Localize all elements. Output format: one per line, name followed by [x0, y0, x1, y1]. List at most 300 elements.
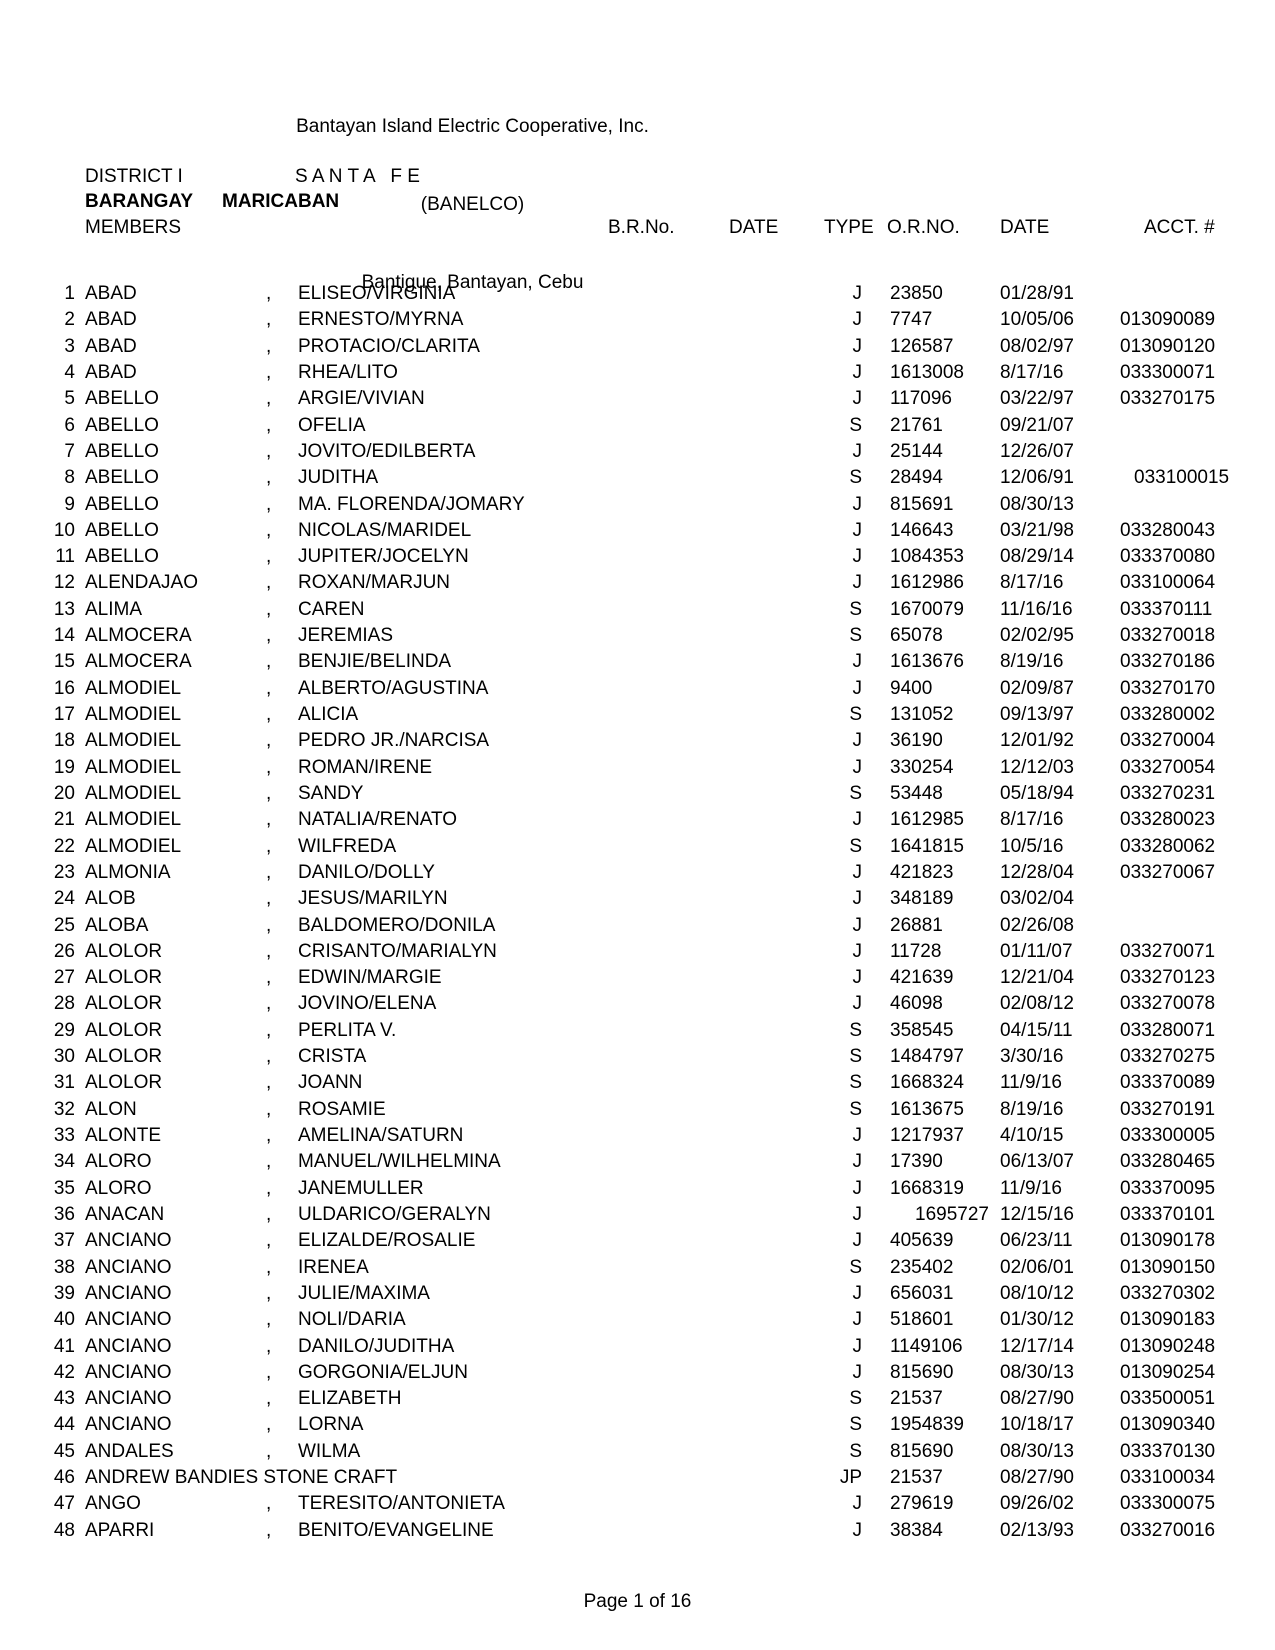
table-row: [0, 913, 1275, 939]
member-surname: ALMOCERA: [85, 625, 192, 647]
member-acct-no: 033280002: [1120, 704, 1216, 725]
member-given-names: EDWIN/MARGIE: [298, 967, 442, 989]
member-given-names: BALDOMERO/DONILA: [298, 914, 496, 936]
member-date: 06/23/11: [1000, 1230, 1073, 1252]
table-row: [0, 860, 1275, 886]
member-number: 42: [53, 1361, 75, 1383]
member-date: 08/27/90: [1000, 1467, 1074, 1489]
member-type: J: [852, 1125, 862, 1146]
member-date: 02/08/12: [1000, 993, 1074, 1015]
table-row: [0, 649, 1275, 675]
member-type: J: [852, 309, 862, 331]
member-number: 15: [53, 651, 75, 673]
table-row: [0, 1465, 1275, 1491]
member-or-no: 1084353: [890, 546, 964, 568]
member-type: J: [852, 888, 862, 910]
member-date: 12/01/92: [1000, 730, 1074, 752]
member-surname: ALMODIEL: [85, 809, 182, 831]
member-or-no: 1695727: [915, 1203, 989, 1225]
member-or-no: 1612986: [890, 572, 964, 594]
member-acct-no: 033280043: [1120, 519, 1216, 541]
member-given-names: MANUEL/WILHELMINA: [298, 1151, 501, 1173]
member-or-no: 23850: [890, 283, 943, 304]
surname-comma: ,: [266, 888, 272, 910]
member-date: 11/16/16: [1000, 598, 1073, 620]
member-type: JP: [839, 1467, 862, 1489]
surname-comma: ,: [266, 1019, 272, 1041]
member-surname: ALMODIEL: [85, 730, 182, 752]
surname-comma: ,: [266, 1203, 272, 1225]
surname-comma: ,: [266, 546, 272, 568]
member-number: 27: [53, 967, 75, 989]
surname-comma: ,: [266, 1046, 272, 1068]
table-row: [0, 413, 1275, 439]
table-row: [0, 886, 1275, 912]
surname-comma: ,: [266, 283, 272, 304]
member-surname: ALMONIA: [85, 861, 171, 883]
member-type: J: [852, 809, 862, 831]
member-given-names: ELIZABETH: [298, 1388, 402, 1410]
member-type: J: [852, 283, 862, 304]
member-surname: ANCIANO: [85, 1282, 172, 1304]
member-type: J: [852, 1177, 862, 1199]
member-type: J: [852, 1493, 862, 1515]
member-date: 02/13/93: [1000, 1519, 1074, 1541]
member-number: 41: [53, 1335, 75, 1357]
member-date: 12/28/04: [1000, 861, 1074, 883]
member-acct-no: 033270054: [1120, 756, 1216, 778]
member-surname: ALOBA: [85, 914, 149, 936]
member-given-names: DANILO/JUDITHA: [298, 1335, 455, 1357]
surname-comma: ,: [266, 1335, 272, 1357]
table-row: [0, 334, 1275, 360]
table-row: [0, 1307, 1275, 1333]
table-row: [0, 1491, 1275, 1517]
org-address: Bantigue, Bantayan, Cebu: [361, 272, 584, 293]
member-type: S: [849, 1440, 862, 1462]
table-row: [0, 991, 1275, 1017]
member-acct-no: 013090254: [1120, 1361, 1216, 1383]
member-or-no: 46098: [890, 993, 943, 1015]
member-or-no: 25144: [890, 440, 943, 462]
table-row: [0, 781, 1275, 807]
member-given-names: ROMAN/IRENE: [298, 756, 433, 778]
member-acct-no: 033270186: [1120, 651, 1216, 673]
member-type: S: [849, 467, 862, 489]
table-row: [0, 676, 1275, 702]
surname-comma: ,: [266, 625, 272, 647]
member-given-names: CRISTA: [298, 1046, 367, 1068]
surname-comma: ,: [266, 335, 272, 357]
member-date: 03/02/04: [1000, 888, 1074, 910]
table-row: [0, 544, 1275, 570]
member-type: S: [849, 1388, 862, 1410]
member-acct-no: 033370101: [1120, 1203, 1216, 1225]
member-or-no: 131052: [890, 704, 954, 725]
member-surname: ALMODIEL: [85, 782, 182, 804]
member-acct-no: 033270302: [1120, 1282, 1216, 1304]
surname-comma: ,: [266, 1072, 272, 1094]
member-type: J: [852, 730, 862, 752]
member-date: 06/13/07: [1000, 1151, 1074, 1173]
surname-comma: ,: [266, 730, 272, 752]
surname-comma: ,: [266, 1440, 272, 1462]
surname-comma: ,: [266, 414, 272, 436]
member-surname: ALONTE: [85, 1125, 162, 1146]
member-acct-no: 033270016: [1120, 1519, 1216, 1541]
member-date: 08/30/13: [1000, 493, 1074, 515]
member-type: J: [852, 440, 862, 462]
column-header-members: MEMBERS: [85, 217, 182, 238]
member-number: 40: [53, 1309, 75, 1331]
member-given-names: ELISEO/VIRGINIA: [298, 283, 456, 304]
member-date: 09/13/97: [1000, 704, 1074, 725]
table-row: [0, 1202, 1275, 1228]
member-or-no: 9400: [890, 677, 933, 699]
member-date: 01/11/07: [1000, 940, 1073, 962]
member-surname: ALENDAJAO: [85, 572, 198, 594]
member-type: S: [849, 598, 862, 620]
member-acct-no: 033370111: [1120, 598, 1213, 620]
member-or-no: 656031: [890, 1282, 954, 1304]
member-surname: ALOLOR: [85, 993, 163, 1015]
member-date: 8/17/16: [1000, 572, 1064, 594]
member-or-no: 21537: [890, 1467, 943, 1489]
surname-comma: ,: [266, 1388, 272, 1410]
member-number: 23: [53, 861, 75, 883]
member-type: S: [849, 782, 862, 804]
member-number: 38: [53, 1256, 75, 1278]
member-number: 43: [53, 1388, 75, 1410]
member-number: 1: [64, 283, 75, 304]
member-acct-no: 033270191: [1120, 1098, 1216, 1120]
member-given-names: BENJIE/BELINDA: [298, 651, 452, 673]
surname-comma: ,: [266, 993, 272, 1015]
member-number: 33: [53, 1125, 75, 1146]
member-acct-no: 033270004: [1120, 730, 1216, 752]
column-header-br-no: B.R.No.: [608, 217, 675, 238]
member-or-no: 330254: [890, 756, 954, 778]
member-surname: ALMODIEL: [85, 704, 182, 725]
table-row: [0, 1044, 1275, 1070]
member-given-names: ALICIA: [298, 704, 359, 725]
member-surname: ALMODIEL: [85, 677, 182, 699]
table-row: [0, 1097, 1275, 1123]
member-acct-no: 013090178: [1120, 1230, 1216, 1252]
member-acct-no: [1120, 413, 1275, 439]
member-type: J: [852, 1361, 862, 1383]
member-given-names: JESUS/MARILYN: [298, 888, 448, 910]
member-acct-no: 033270175: [1120, 388, 1216, 410]
member-number: 29: [53, 1019, 75, 1041]
member-number: 16: [53, 677, 75, 699]
table-row: [0, 439, 1275, 465]
member-surname: ABELLO: [85, 414, 159, 436]
table-row: [0, 360, 1275, 386]
member-number: 37: [53, 1230, 75, 1252]
member-surname: ALORO: [85, 1177, 152, 1199]
member-date: 08/29/14: [1000, 546, 1074, 568]
member-number: 32: [53, 1098, 75, 1120]
member-acct-no: 013090340: [1120, 1414, 1216, 1436]
member-date: 10/05/06: [1000, 309, 1074, 331]
members-table: [0, 281, 1275, 1544]
member-or-no: 1613676: [890, 651, 964, 673]
member-type: S: [849, 1414, 862, 1436]
table-row: [0, 755, 1275, 781]
table-row: [0, 1255, 1275, 1281]
member-surname: ANGO: [85, 1493, 141, 1515]
member-given-names: NICOLAS/MARIDEL: [298, 519, 472, 541]
member-type: S: [849, 835, 862, 857]
member-given-names: NOLI/DARIA: [298, 1309, 406, 1331]
member-given-names: AMELINA/SATURN: [298, 1125, 464, 1146]
member-type: J: [852, 993, 862, 1015]
table-row: [0, 1281, 1275, 1307]
member-given-names: RHEA/LITO: [298, 361, 398, 383]
member-surname: ABAD: [85, 335, 137, 357]
surname-comma: ,: [266, 1177, 272, 1199]
member-given-names: JUDITHA: [298, 467, 379, 489]
table-header-row: [0, 217, 1275, 243]
member-number: 34: [53, 1151, 75, 1173]
column-header-date-1: DATE: [729, 217, 779, 238]
member-type: J: [852, 519, 862, 541]
member-surname: ABELLO: [85, 519, 159, 541]
member-surname: APARRI: [85, 1519, 155, 1541]
member-surname: ABAD: [85, 283, 137, 304]
member-or-no: 1149106: [890, 1335, 963, 1357]
member-number: 31: [53, 1072, 75, 1094]
member-given-names: PROTACIO/CLARITA: [298, 335, 480, 357]
member-date: 09/26/02: [1000, 1493, 1074, 1515]
member-given-names: JOANN: [298, 1072, 363, 1094]
member-date: 10/5/16: [1000, 835, 1064, 857]
table-row: [0, 1334, 1275, 1360]
table-row: [0, 965, 1275, 991]
surname-comma: ,: [266, 940, 272, 962]
member-or-no: 21537: [890, 1388, 943, 1410]
member-or-no: 1641815: [890, 835, 964, 857]
member-or-no: 53448: [890, 782, 943, 804]
member-acct-no: 033270231: [1120, 782, 1216, 804]
member-surname: ALOLOR: [85, 1072, 163, 1094]
member-date: 08/30/13: [1000, 1440, 1074, 1462]
member-given-names: NATALIA/RENATO: [298, 809, 458, 831]
member-or-no: 1954839: [890, 1414, 964, 1436]
member-acct-no: 033270018: [1120, 625, 1216, 647]
column-header-acct: ACCT. #: [1144, 217, 1215, 238]
member-date: 4/10/15: [1000, 1125, 1064, 1146]
member-given-names: ULDARICO/GERALYN: [298, 1203, 491, 1225]
surname-comma: ,: [266, 756, 272, 778]
member-or-no: 348189: [890, 888, 954, 910]
member-acct-no: [1120, 913, 1275, 939]
table-row: [0, 281, 1275, 307]
member-number: 45: [53, 1440, 75, 1462]
member-acct-no: [1120, 281, 1275, 307]
member-date: 11/9/16: [1000, 1072, 1062, 1094]
member-given-names: ERNESTO/MYRNA: [298, 309, 464, 331]
member-given-names: WILMA: [298, 1440, 361, 1462]
member-number: 21: [53, 809, 75, 831]
member-date: 04/15/11: [1000, 1019, 1073, 1041]
member-given-names: BENITO/EVANGELINE: [298, 1519, 494, 1541]
district-value: S A N T A F E: [295, 166, 420, 187]
member-number: 3: [64, 335, 75, 357]
surname-comma: ,: [266, 1098, 272, 1120]
surname-comma: ,: [266, 1309, 272, 1331]
member-type: S: [849, 1046, 862, 1068]
surname-comma: ,: [266, 704, 272, 725]
member-surname: ABELLO: [85, 546, 159, 568]
surname-comma: ,: [266, 519, 272, 541]
member-given-names: JEREMIAS: [298, 625, 394, 647]
surname-comma: ,: [266, 467, 272, 489]
district-label: DISTRICT I: [85, 166, 183, 187]
member-or-no: 405639: [890, 1230, 954, 1252]
surname-comma: ,: [266, 1151, 272, 1173]
member-number: 47: [53, 1493, 75, 1515]
surname-comma: ,: [266, 309, 272, 331]
member-or-no: 1217937: [890, 1125, 964, 1146]
org-name: Bantayan Island Electric Cooperative, Inc.: [296, 116, 649, 137]
member-type: J: [852, 756, 862, 778]
table-row: [0, 597, 1275, 623]
member-type: J: [852, 493, 862, 515]
member-acct-no: 033280062: [1120, 835, 1216, 857]
member-acct-no: 033270078: [1120, 993, 1216, 1015]
member-or-no: 146643: [890, 519, 954, 541]
member-type: S: [849, 1019, 862, 1041]
member-date: 12/06/91: [1000, 467, 1074, 489]
member-number: 19: [53, 756, 75, 778]
surname-comma: ,: [266, 914, 272, 936]
member-type: J: [852, 1519, 862, 1541]
member-surname: ABAD: [85, 309, 137, 331]
column-header-date-2: DATE: [1000, 217, 1050, 238]
surname-comma: ,: [266, 782, 272, 804]
member-or-no: 279619: [890, 1493, 954, 1515]
member-type: J: [852, 967, 862, 989]
member-number: 17: [53, 704, 75, 725]
member-acct-no: 013090183: [1120, 1309, 1216, 1331]
surname-comma: ,: [266, 598, 272, 620]
member-date: 08/27/90: [1000, 1388, 1074, 1410]
member-acct-no: 033300071: [1120, 361, 1216, 383]
surname-comma: ,: [266, 967, 272, 989]
member-surname: ANCIANO: [85, 1335, 172, 1357]
member-surname: ALON: [85, 1098, 137, 1120]
member-type: J: [852, 388, 862, 410]
member-date: 8/19/16: [1000, 651, 1064, 673]
member-given-names: SANDY: [298, 782, 364, 804]
member-acct-no: 013090089: [1120, 309, 1216, 331]
member-surname: ABAD: [85, 361, 137, 383]
member-or-no: 815690: [890, 1361, 954, 1383]
member-surname: ALOLOR: [85, 1019, 163, 1041]
member-given-names: ROXAN/MARJUN: [298, 572, 451, 594]
member-number: 46: [53, 1467, 75, 1489]
member-date: 8/17/16: [1000, 809, 1064, 831]
surname-comma: ,: [266, 651, 272, 673]
member-given-names: DANILO/DOLLY: [298, 861, 435, 883]
table-row: [0, 1176, 1275, 1202]
member-number: 4: [64, 361, 75, 383]
member-or-no: 235402: [890, 1256, 954, 1278]
surname-comma: ,: [266, 1414, 272, 1436]
member-date: 08/30/13: [1000, 1361, 1074, 1383]
member-type: J: [852, 1335, 862, 1357]
member-acct-no: 033370080: [1120, 546, 1216, 568]
member-or-no: 1670079: [890, 598, 964, 620]
member-acct-no: 033370095: [1120, 1177, 1216, 1199]
table-row: [0, 1123, 1275, 1149]
member-given-names: JANEMULLER: [298, 1177, 424, 1199]
member-surname: ANCIANO: [85, 1414, 172, 1436]
member-or-no: 421639: [890, 967, 954, 989]
member-surname: ALORO: [85, 1151, 152, 1173]
member-number: 20: [53, 782, 75, 804]
member-given-names: GORGONIA/ELJUN: [298, 1361, 468, 1383]
member-given-names: ELIZALDE/ROSALIE: [298, 1230, 476, 1252]
member-date: 02/26/08: [1000, 914, 1074, 936]
member-given-names: ROSAMIE: [298, 1098, 386, 1120]
surname-comma: ,: [266, 1519, 272, 1541]
org-abbr: (BANELCO): [420, 194, 525, 215]
member-number: 12: [53, 572, 75, 594]
member-date: 10/18/17: [1000, 1414, 1074, 1436]
member-acct-no: 033270123: [1120, 967, 1216, 989]
member-or-no: 358545: [890, 1019, 954, 1041]
table-row: [0, 834, 1275, 860]
member-date: 02/09/87: [1000, 677, 1074, 699]
table-row: [0, 807, 1275, 833]
member-acct-no: 033100064: [1120, 572, 1216, 594]
barangay-label: BARANGAY: [85, 191, 194, 212]
table-row: [0, 1018, 1275, 1044]
member-surname: ANDALES: [85, 1440, 174, 1462]
member-acct-no: 033300005: [1120, 1125, 1216, 1146]
member-surname: ABELLO: [85, 388, 159, 410]
member-number: 44: [53, 1414, 75, 1436]
table-row: [0, 1228, 1275, 1254]
member-surname: ANCIANO: [85, 1256, 172, 1278]
member-or-no: 17390: [890, 1151, 943, 1173]
member-given-names: MA. FLORENDA/JOMARY: [298, 493, 525, 515]
member-given-names: ALBERTO/AGUSTINA: [298, 677, 489, 699]
member-given-names: LORNA: [298, 1414, 364, 1436]
member-date: 8/19/16: [1000, 1098, 1064, 1120]
member-number: 8: [64, 467, 75, 489]
member-date: 03/21/98: [1000, 519, 1074, 541]
member-or-no: 518601: [890, 1309, 954, 1331]
member-given-names: PERLITA V.: [298, 1019, 397, 1041]
member-given-names: IRENEA: [298, 1256, 369, 1278]
member-acct-no: 033280023: [1120, 809, 1216, 831]
table-row: [0, 465, 1275, 491]
member-given-names: CRISANTO/MARIALYN: [298, 940, 497, 962]
member-date: 03/22/97: [1000, 388, 1074, 410]
member-type: S: [849, 1098, 862, 1120]
member-date: 02/06/01: [1000, 1256, 1074, 1278]
member-type: J: [852, 335, 862, 357]
member-number: 30: [53, 1046, 75, 1068]
surname-comma: ,: [266, 1282, 272, 1304]
member-or-no: 1613675: [890, 1098, 964, 1120]
member-acct-no: 033270170: [1120, 677, 1216, 699]
member-or-no: 421823: [890, 861, 954, 883]
